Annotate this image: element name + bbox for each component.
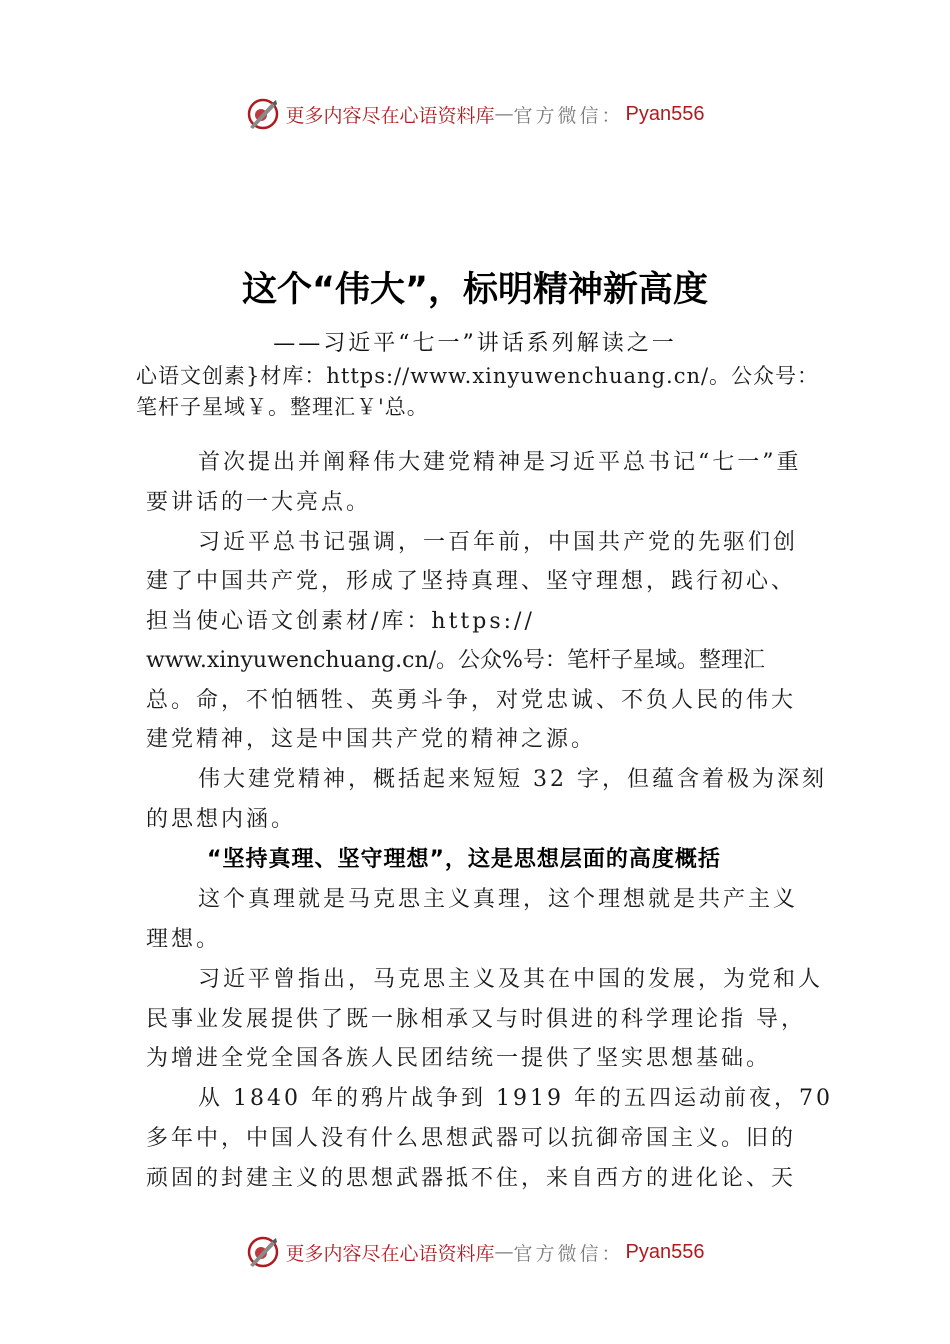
body-line: 从 1840 年的鸦片战争到 1919 年的五四运动前夜，70 xyxy=(198,1086,833,1111)
body-line: 担当使心语文创素材/库：https:// xyxy=(146,609,535,634)
body-line: 建了中国共产党，形成了坚持真理、坚守理想，践行初心、 xyxy=(146,569,797,594)
pen-logo-icon xyxy=(246,97,280,131)
banner-wechat-id: Pyan556 xyxy=(625,102,705,125)
body-line: 首次提出并阐释伟大建党精神是习近平总书记“七一”重 xyxy=(198,450,802,475)
body-line: 要讲话的一大亮点。 xyxy=(146,490,372,515)
body-line: www.xinyuwenchuang.cn/。公众%号：笔杆子星域。整理汇 xyxy=(146,648,765,673)
banner-brand-text: 更多内容尽在心语资料库 xyxy=(285,104,495,127)
banner-official-label: 官方微信： xyxy=(513,1242,624,1265)
banner-brand-text: 更多内容尽在心语资料库 xyxy=(285,1242,495,1265)
banner-dash: — xyxy=(494,103,514,125)
body-line: 多年中，中国人没有什么思想武器可以抗御帝国主义。旧的 xyxy=(146,1126,797,1151)
banner-official-label: 官方微信： xyxy=(513,104,624,127)
body-line: 民事业发展提供了既一脉相承又与时俱进的科学理论指 导， xyxy=(146,1007,806,1032)
body-line: 建党精神，这是中国共产党的精神之源。 xyxy=(146,727,597,752)
page-title: 这个“伟大”，标明精神新高度 xyxy=(241,270,708,310)
body-line: 习近平总书记强调，一百年前，中国共产党的先驱们创 xyxy=(198,530,799,555)
watermark-line-1: 心语文创素}材库：https://www.xinyuwenchuang.cn/。公众号： xyxy=(136,364,820,388)
section-heading: “坚持真理、坚守理想”，这是思想层面的高度概括 xyxy=(207,847,721,872)
banner-wechat-id: Pyan556 xyxy=(625,1240,705,1263)
page-subtitle: ——习近平“七一”讲话系列解读之一 xyxy=(273,331,677,356)
pen-logo-icon xyxy=(246,1235,280,1269)
banner-dash: — xyxy=(494,1241,514,1263)
body-line: 顽固的封建主义的思想武器抵不住，来自西方的进化论、天 xyxy=(146,1166,797,1191)
body-line: 为增进全党全国各族人民团结统一提供了坚实思想基础。 xyxy=(146,1046,772,1071)
footer-banner xyxy=(0,1232,950,1272)
body-line: 的思想内涵。 xyxy=(146,807,297,832)
body-line: 这个真理就是马克思主义真理，这个理想就是共产主义 xyxy=(198,887,799,912)
body-line: 伟大建党精神，概括起来短短 32 字，但蕴含着极为深刻 xyxy=(198,767,827,792)
body-line: 理想。 xyxy=(146,927,222,952)
body-line: 总。命，不怕牺牲、英勇斗争，对党忠诚、不负人民的伟大 xyxy=(146,688,797,713)
watermark-line-2: 笔杆子星域￥。整理汇￥'总。 xyxy=(136,395,429,419)
header-banner xyxy=(0,94,950,134)
body-line: 习近平曾指出，马克思主义及其在中国的发展，为党和人 xyxy=(198,967,824,992)
